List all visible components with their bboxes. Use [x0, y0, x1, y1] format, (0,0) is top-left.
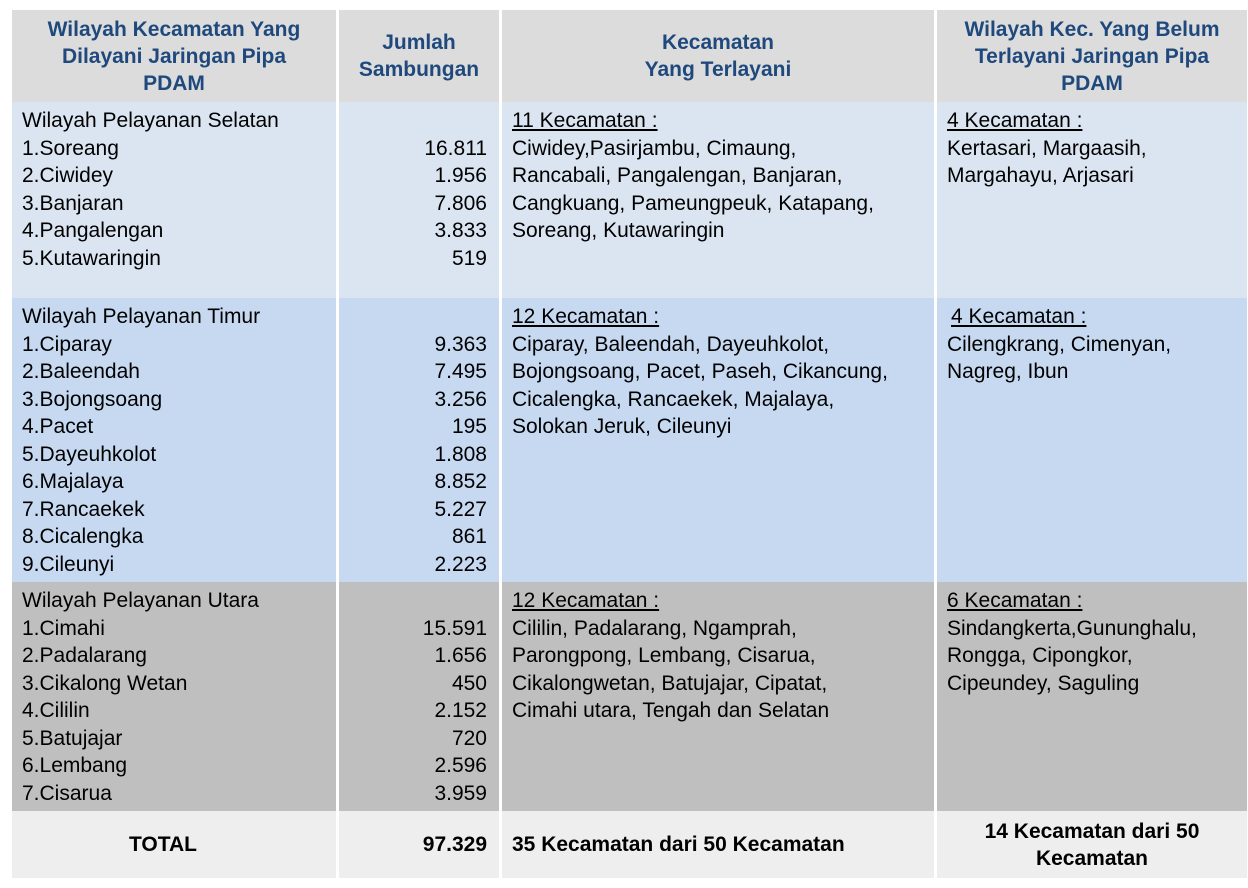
- region-name: Wilayah Pelayanan Timur: [22, 305, 261, 328]
- district-label: 6.Majalaya: [22, 470, 124, 493]
- served-line: Soreang, Kutawaringin: [512, 219, 725, 242]
- connection-count: 2.596: [434, 754, 487, 777]
- header-region: [12, 10, 336, 102]
- unserved-line: Cilengkrang, Cimenyan,: [947, 332, 1172, 356]
- region-list: [12, 102, 336, 298]
- region-served: [502, 102, 934, 298]
- total-value: 97.329: [339, 811, 499, 878]
- connection-count: 519: [451, 246, 487, 270]
- connection-count: 2.152: [434, 699, 487, 722]
- header-connections: [339, 10, 499, 102]
- district-label: 3.Bojongsoang: [22, 387, 163, 411]
- unserved-line: Cipeundey, Saguling: [947, 671, 1140, 695]
- connection-count: 450: [451, 671, 487, 695]
- district-label: 8.Cicalengka: [22, 525, 144, 548]
- district-label: 4.Pacet: [22, 415, 94, 438]
- region-values: [339, 582, 499, 811]
- served-line: Rancabali, Pangalengan, Banjaran,: [512, 164, 843, 187]
- served-line: Solokan Jeruk, Cileunyi: [512, 415, 732, 438]
- unserved-line: Rongga, Cipongkor,: [947, 644, 1133, 667]
- total-served: 35 Kecamatan dari 50 Kecamatan: [502, 811, 934, 878]
- connection-count: 15.591: [422, 616, 487, 640]
- region-values: [339, 102, 499, 298]
- district-label: 1.Ciparay: [22, 332, 112, 356]
- connection-count: 1.656: [434, 644, 487, 667]
- district-label: 1.Cimahi: [22, 616, 105, 640]
- district-label: 2.Ciwidey: [22, 164, 114, 187]
- connection-count: 720: [451, 726, 487, 750]
- total-label: TOTAL: [12, 811, 336, 878]
- district-label: 2.Baleendah: [22, 360, 140, 383]
- total-unserved: 14 Kecamatan dari 50 Kecamatan: [937, 811, 1247, 878]
- header-unserved: [937, 10, 1247, 102]
- unserved-line: Kertasari, Margaasih,: [947, 136, 1147, 160]
- served-line: Cangkuang, Pameungpeuk, Katapang,: [512, 191, 874, 215]
- district-label: 5.Dayeuhkolot: [22, 442, 157, 466]
- header-served: [502, 10, 934, 102]
- unserved-line: Sindangkerta,Gununghalu,: [947, 616, 1197, 640]
- unserved-title: 4 Kecamatan :: [951, 305, 1087, 328]
- district-label: 4.Cililin: [22, 699, 90, 722]
- connection-count: 1.956: [434, 164, 487, 187]
- district-label: 5.Kutawaringin: [22, 246, 161, 270]
- region-name: Wilayah Pelayanan Selatan: [22, 109, 279, 132]
- header-unserved-label: Wilayah Kec. Yang Belum Terlayani Jaringan Pipa PDAM: [964, 17, 1220, 95]
- unserved-line: Margahayu, Arjasari: [947, 164, 1134, 187]
- connection-count: 9.363: [434, 332, 487, 356]
- served-title: 11 Kecamatan :: [512, 109, 658, 132]
- served-title: 12 Kecamatan :: [512, 305, 660, 328]
- served-line: Cicalengka, Rancaekek, Majalaya,: [512, 387, 835, 411]
- unserved-line: Nagreg, Ibun: [947, 360, 1069, 383]
- district-label: 4.Pangalengan: [22, 219, 164, 242]
- district-label: 1.Soreang: [22, 136, 119, 160]
- region-list: [12, 582, 336, 811]
- district-label: 3.Cikalong Wetan: [22, 671, 188, 695]
- region-values: [339, 298, 499, 582]
- region-served: [502, 298, 934, 582]
- served-line: Cikalongwetan, Batujajar, Cipatat,: [512, 671, 828, 695]
- header-served-label: Kecamatan Yang Terlayani: [644, 31, 792, 81]
- region-unserved: [937, 582, 1247, 811]
- pdam-service-table: [12, 10, 1238, 878]
- served-line: Cimahi utara, Tengah dan Selatan: [512, 699, 830, 722]
- served-line: Cililin, Padalarang, Ngamprah,: [512, 616, 797, 640]
- district-label: 7.Rancaekek: [22, 497, 145, 521]
- connection-count: 3.833: [434, 219, 487, 242]
- served-line: Ciparay, Baleendah, Dayeuhkolot,: [512, 332, 830, 356]
- value-spacer: [339, 303, 487, 331]
- header-connections-label: Jumlah Sambungan: [358, 31, 480, 81]
- connection-count: 3.256: [434, 387, 487, 411]
- district-label: 2.Padalarang: [22, 644, 147, 667]
- district-label: 9.Cileunyi: [22, 552, 115, 576]
- connection-count: 3.959: [434, 781, 487, 805]
- header-region-label: Wilayah Kecamatan Yang Dilayani Jaringan Pipa PDAM: [47, 17, 301, 95]
- connection-count: 7.806: [434, 191, 487, 215]
- district-label: 3.Banjaran: [22, 191, 124, 215]
- value-spacer: [339, 107, 487, 135]
- served-line: Parongpong, Lembang, Cisarua,: [512, 644, 816, 667]
- served-line: Bojongsoang, Pacet, Paseh, Cikancung,: [512, 360, 888, 383]
- district-label: 6.Lembang: [22, 754, 128, 777]
- region-list: [12, 298, 336, 582]
- unserved-title: 4 Kecamatan :: [947, 109, 1083, 132]
- connection-count: 8.852: [434, 470, 487, 493]
- served-line: Ciwidey,Pasirjambu, Cimaung,: [512, 136, 797, 160]
- connection-count: 7.495: [434, 360, 487, 383]
- connection-count: 16.811: [424, 136, 487, 160]
- served-title: 12 Kecamatan :: [512, 589, 660, 612]
- district-label: 7.Cisarua: [22, 781, 112, 805]
- region-served: [502, 582, 934, 811]
- unserved-title: 6 Kecamatan :: [947, 589, 1083, 612]
- region-unserved: [937, 102, 1247, 298]
- connection-count: 195: [451, 415, 487, 438]
- connection-count: 861: [451, 525, 487, 548]
- connection-count: 5.227: [434, 497, 487, 521]
- connection-count: 2.223: [434, 552, 487, 576]
- region-unserved: [937, 298, 1247, 582]
- value-spacer: [339, 587, 487, 615]
- connection-count: 1.808: [434, 442, 487, 466]
- district-label: 5.Batujajar: [22, 726, 123, 750]
- region-name: Wilayah Pelayanan Utara: [22, 589, 259, 612]
